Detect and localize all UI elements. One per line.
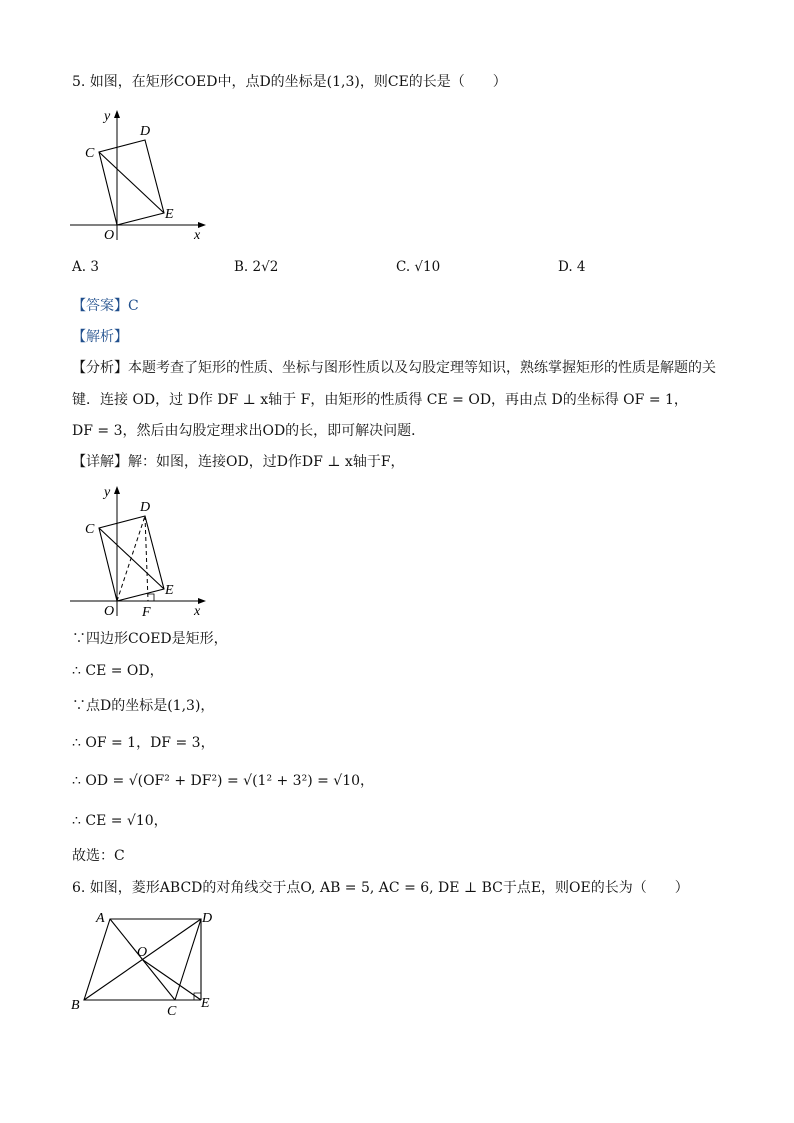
fig1-label-o: O — [104, 228, 115, 243]
fig2-label-e: E — [165, 583, 174, 598]
step-1: ∵四边形COED是矩形， — [72, 631, 228, 647]
analysis-line-2: 键．连接 OD，过 D作 DF ⊥ x轴于 F，由矩形的性质得 CE = OD，再由点 D的坐标得 OF = 1， — [72, 392, 688, 408]
option-b: B. 2√2 — [234, 259, 279, 275]
q5-stem: 5. 如图，在矩形COED中，点D的坐标是(1,3)，则CE的长是（ ） — [72, 74, 507, 90]
fig1-label-d: D — [140, 124, 151, 139]
fig3-label-a: A — [96, 911, 105, 926]
fig2-label-c: C — [85, 522, 95, 537]
q5-solution-figure — [66, 480, 216, 620]
option-a: A. 3 — [72, 259, 99, 275]
q5-figure — [66, 104, 216, 244]
fig1-label-x: x — [194, 228, 201, 243]
step-2: ∴ CE = OD， — [72, 663, 164, 679]
step-6: ∴ CE = √10， — [72, 813, 168, 829]
fig3-label-c: C — [167, 1004, 177, 1019]
q6-stem: 6. 如图，菱形ABCD的对角线交于点O, AB = 5, AC = 6, DE ⊥ BC于点E，则OE的长为（ ） — [72, 880, 689, 896]
fig3-label-o: O — [137, 945, 148, 960]
option-c: C. √10 — [396, 259, 441, 275]
fig2-label-o: O — [104, 604, 115, 619]
analysis-line-3: DF = 3，然后由勾股定理求出OD的长，即可解决问题． — [72, 423, 426, 439]
analysis-line-1: 【分析】本题考查了矩形的性质、坐标与图形性质以及勾股定理等知识，熟练掌握矩形的性质是解题的关 — [72, 360, 716, 376]
fig2-label-d: D — [140, 500, 151, 515]
fig2-label-f: F — [142, 605, 151, 620]
answer-tag: 【答案】C — [72, 298, 139, 314]
choose-line: 故选：C — [72, 848, 125, 864]
fig1-label-c: C — [85, 146, 95, 161]
fig2-label-x: x — [194, 604, 201, 619]
analysis-tag: 【解析】 — [72, 329, 128, 345]
step-5: ∴ OD = √(OF² + DF²) = √(1² + 3²) = √10， — [72, 773, 375, 789]
option-d: D. 4 — [558, 259, 586, 275]
step-3: ∵点D的坐标是(1,3)， — [72, 698, 215, 714]
fig2-label-y: y — [104, 485, 111, 500]
detail-line: 【详解】解：如图，连接OD，过D作DF ⊥ x轴于F， — [72, 454, 405, 470]
fig3-label-b: B — [71, 998, 80, 1013]
fig1-label-y: y — [104, 109, 111, 124]
step-4: ∴ OF = 1，DF = 3， — [72, 735, 215, 751]
q6-figure — [66, 905, 226, 1025]
fig1-label-e: E — [165, 207, 174, 222]
fig3-label-d: D — [202, 911, 213, 926]
fig3-label-e: E — [201, 996, 210, 1011]
